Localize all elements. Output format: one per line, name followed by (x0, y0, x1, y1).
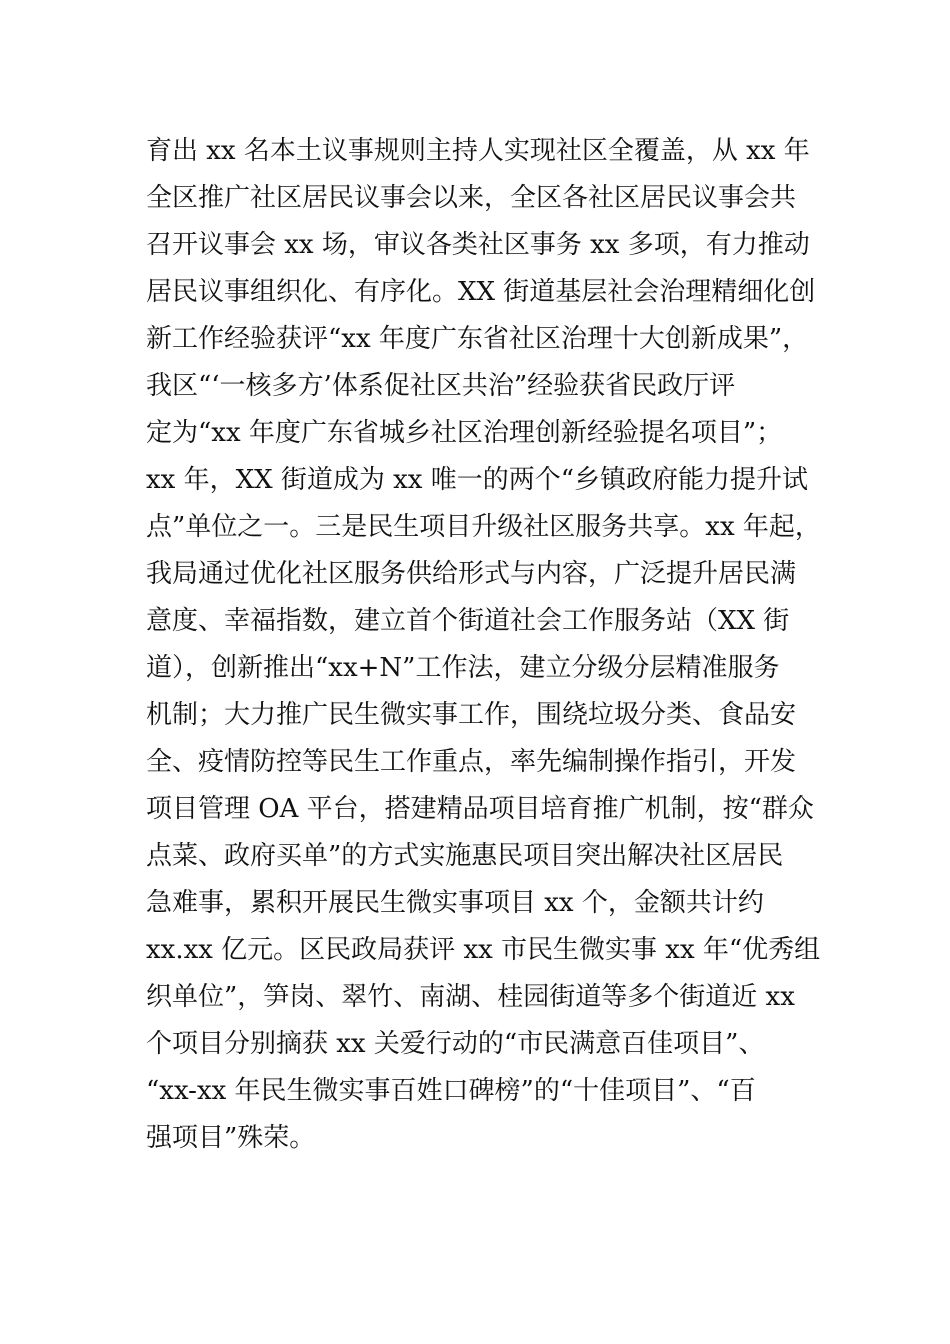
text-line: xx 年，XX 街道成为 xx 唯一的两个“乡镇政府能力提升试 (146, 465, 809, 495)
text-line: 全区推广社区居民议事会以来，全区各社区居民议事会共 (146, 183, 797, 213)
text-line: 定为“xx 年度广东省城乡社区治理创新经验提名项目”； (146, 418, 783, 448)
text-line: 机制；大力推广民生微实事工作，围绕垃圾分类、食品安 (146, 700, 797, 730)
text-line: 居民议事组织化、有序化。XX 街道基层社会治理精细化创 (146, 277, 816, 307)
text-line: 项目管理 OA 平台，搭建精品项目培育推广机制，按“群众 (146, 794, 814, 824)
text-line: 道），创新推出“xx+N”工作法，建立分级分层精准服务 (146, 653, 780, 683)
text-line: 意度、幸福指数，建立首个街道社会工作服务站（XX 街 (146, 606, 790, 636)
text-line: 织单位”，笋岗、翠竹、南湖、桂园街道等多个街道近 xx (146, 982, 795, 1012)
text-line: 召开议事会 xx 场，审议各类社区事务 xx 多项，有力推动 (146, 230, 810, 260)
text-line: 全、疫情防控等民生工作重点，率先编制操作指引，开发 (146, 747, 797, 777)
text-line: 点菜、政府买单”的方式实施惠民项目突出解决社区居民 (146, 841, 784, 871)
text-line: 我区“‘一核多方’体系促社区共治”经验获省民政厅评 (146, 371, 736, 401)
text-line: 新工作经验获评“xx 年度广东省社区治理十大创新成果”， (146, 324, 809, 354)
text-line: 我局通过优化社区服务供给形式与内容，广泛提升居民满 (146, 559, 797, 589)
text-line: 急难事，累积开展民生微实事项目 xx 个，金额共计约 (146, 888, 764, 918)
text-line: 强项目”殊荣。 (146, 1123, 316, 1153)
body-paragraph (146, 128, 826, 1162)
text-line: 个项目分别摘获 xx 关爱行动的“市民满意百佳项目”、 (146, 1029, 765, 1059)
text-line: “xx-xx 年民生微实事百姓口碑榜”的“十佳项目”、“百 (146, 1076, 756, 1106)
text-line: 育出 xx 名本土议事规则主持人实现社区全覆盖，从 xx 年 (146, 136, 810, 166)
text-line: xx.xx 亿元。区民政局获评 xx 市民生微实事 xx 年“优秀组 (146, 935, 821, 965)
text-line: 点”单位之一。三是民生项目升级社区服务共享。xx 年起， (146, 512, 821, 542)
